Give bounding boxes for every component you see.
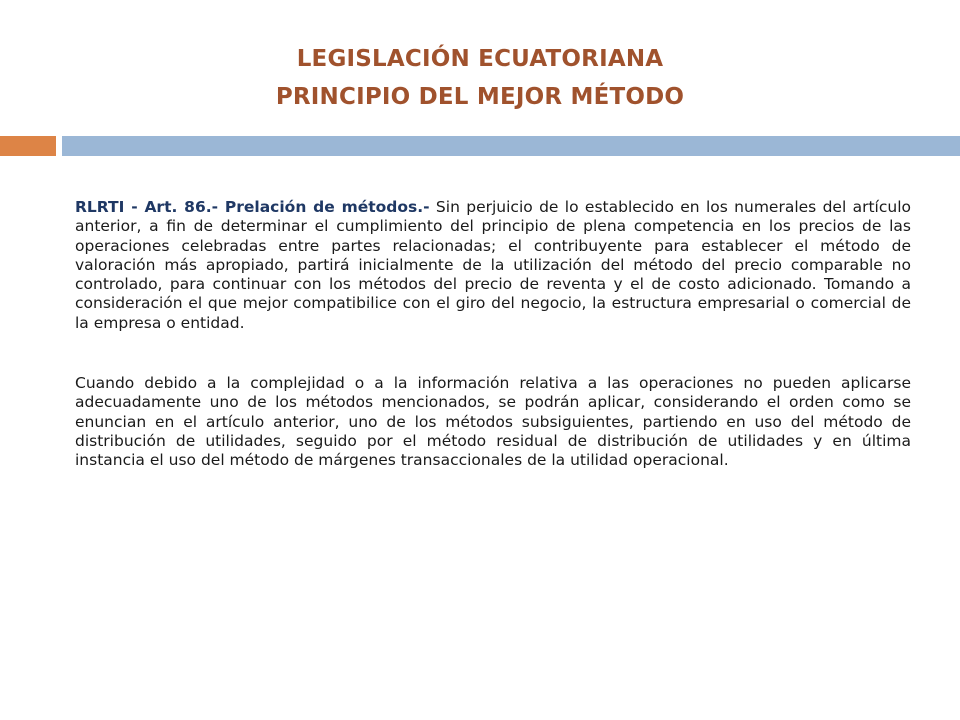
slide-title	[150, 40, 810, 116]
paragraph-text: Cuando debido a la complejidad o a la información relativa a las operaciones no pueden aplicarse adecuadamente uno de los métodos mencionados, se podrán aplicar, considerando el orden como se enuncian en el artículo anterior, uno de los métodos subsiguientes, partiendo en uso del método de distribución de utilidades, seguido por el método residual de distribución de utilidades y en última instancia el uso del método de márgenes transaccionales de la utilidad operacional.	[75, 374, 911, 470]
title-line-2: PRINCIPIO DEL MEJOR MÉTODO	[275, 84, 685, 110]
paragraph-fallback-methods	[75, 374, 911, 470]
paragraph-article-86	[75, 198, 911, 333]
article-heading: RLRTI - Art. 86.- Prelación de métodos.-	[75, 198, 430, 216]
title-line-1: LEGISLACIÓN ECUATORIANA	[296, 46, 664, 72]
header-divider-bar	[62, 136, 960, 156]
paragraph-text: Sin perjuicio de lo establecido en los numerales del artículo anterior, a fin de determinar el cumplimiento del principio de plena competencia en los precios de las operaciones celebradas entre partes relacionadas; el contribuyente para establecer el método de valoración más apropiado, partirá inicialmente de la utilización del método del precio comparable no controlado, para continuar con los métodos del precio de reventa y el de costo adicionado. Tomando a consideración el que mejor compatibilice con el giro del negocio, la estructura empresarial o comercial de la empresa o entidad.	[75, 198, 911, 332]
slide-body	[75, 198, 911, 471]
accent-bar	[0, 136, 56, 156]
